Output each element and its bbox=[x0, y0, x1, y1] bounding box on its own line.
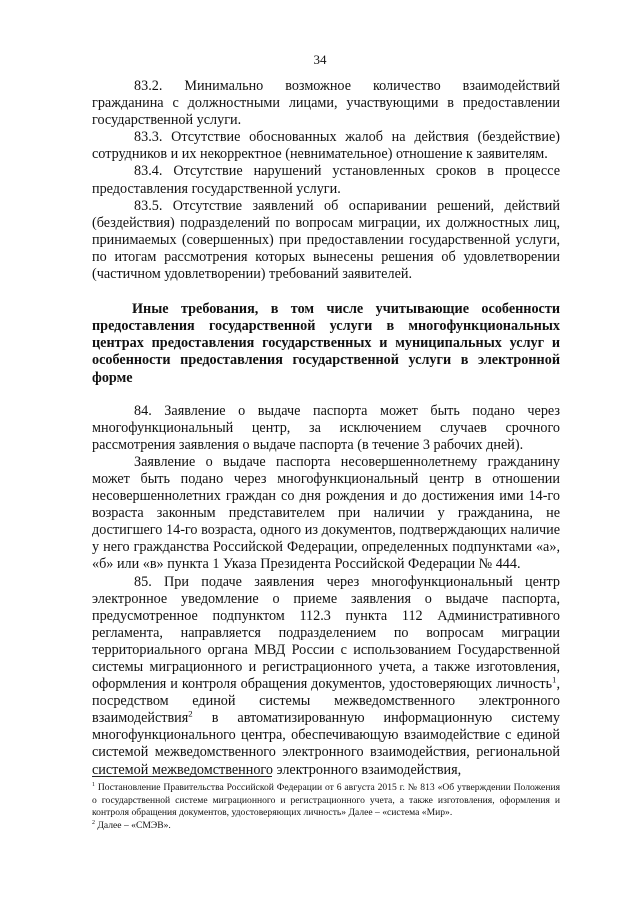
footnotes bbox=[92, 782, 560, 832]
footnote-mark: 1 bbox=[92, 781, 95, 788]
paragraph-85-text-3: в автоматизированную информационную систему многофункционального центра, обеспечивающую взаимодействие с единой системой межведомственного электронного взаимодействия, региональной системой межведомственного электронного взаимодействия, bbox=[92, 710, 560, 778]
paragraph-85-text-1: 85. При подаче заявления через многофункциональный центр электронное уведомление о приеме заявления о выдаче паспорта, предусмотренное подпунктом 112.3 пункта 112 Административного регламента, направляется подразделением по вопросам миграции территориального органа МВД России с использованием Государственной системы миграционного и регистрационного учета, а также изготовления, оформления и контроля обращения документов, удостоверяющих личность bbox=[92, 573, 560, 693]
footnote-2 bbox=[92, 820, 560, 833]
paragraph-85-text-2: , посредством единой системы межведомственного электронного взаимодействия bbox=[92, 676, 560, 727]
page-number: 34 bbox=[313, 52, 327, 67]
paragraph-84: 84. Заявление о выдаче паспорта может быть подано через многофункциональный центр, за исключением случаев срочного рассмотрения заявления о выдаче паспорта (в течение 3 рабочих дней). bbox=[92, 402, 560, 453]
footnote-1 bbox=[92, 782, 560, 820]
paragraph-83-4: 83.4. Отсутствие нарушений установленных сроков в процессе предоставления государственной услуги. bbox=[92, 163, 560, 197]
paragraph-84-minor: Заявление о выдаче паспорта несовершеннолетнему гражданину может быть подано через многофункциональный центр в отношении несовершеннолетних граждан со дня рождения и до достижения ими 14-го возраста законным представителем при наличии у гражданина, не достигшего 14-го возраста, одного из документов, подтверждающих наличие у него гражданства Российской Федерации, определенных подпунктами «а», «б» или «в» пункта 1 Указа Президента Российской Федерации № 444. bbox=[92, 453, 560, 573]
body-text bbox=[92, 78, 560, 779]
footnote-text: Далее – «СМЭВ». bbox=[94, 819, 171, 831]
footnote-separator bbox=[92, 776, 272, 777]
footnote-ref-2: 2 bbox=[188, 708, 193, 719]
paragraph-83-5: 83.5. Отсутствие заявлений об оспаривании решений, действий (бездействия) подразделений по вопросам миграции, их должностных лиц, принимаемых (совершенных) при предоставлении государственной услуги, по итогам рассмотрения которых вынесены решения об удовлетворении (частичном удовлетворении) требований заявителей. bbox=[92, 197, 560, 283]
paragraph-83-3: 83.3. Отсутствие обоснованных жалоб на действия (бездействие) сотрудников и их некорректное (невнимательное) отношение к заявителям. bbox=[92, 129, 560, 163]
paragraph-83-2: 83.2. Минимально возможное количество взаимодействий гражданина с должностными лицами, участвующими в предоставлении государственной услуги. bbox=[92, 78, 560, 129]
paragraph-85 bbox=[92, 574, 560, 779]
footnote-text: Постановление Правительства Российской Федерации от 6 августа 2015 г. № 813 «Об утверждении Положения о государственной системе миграционного и регистрационного учета, а также изготовления, оформления и контроля обращения документов, удостоверяющих личность» Далее – «система «Мир». bbox=[92, 782, 560, 819]
footnote-mark: 2 bbox=[92, 819, 95, 826]
footnote-ref-1: 1 bbox=[552, 674, 557, 685]
section-heading: Иные требования, в том числе учитывающие особенности предоставления государственной услуги в многофункциональных центрах предоставления государственных и муниципальных услуг и особенности предоставления государственной услуги в электронной форме bbox=[92, 301, 560, 386]
